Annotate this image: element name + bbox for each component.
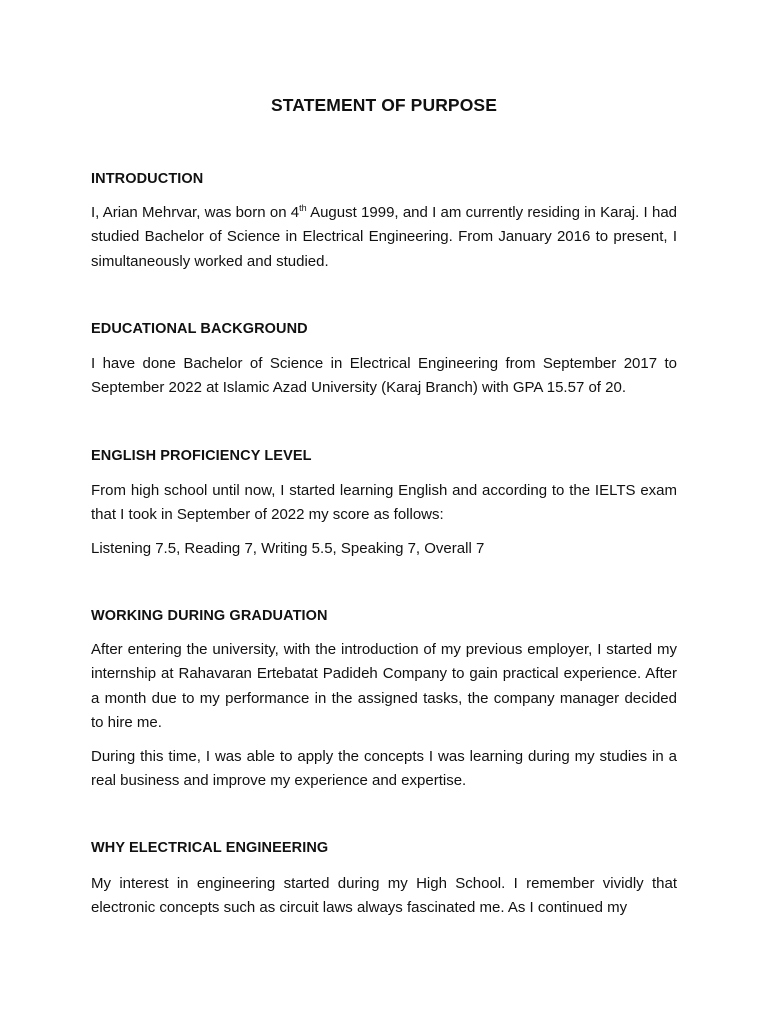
- section-heading-why-electrical-engineering: WHY ELECTRICAL ENGINEERING: [91, 840, 329, 856]
- introduction-text-before: I, Arian Mehrvar, was born on 4: [91, 204, 300, 221]
- working-paragraph-2: During this time, I was able to apply the concepts I was learning during my studies in a real business and improve my experience and expertise.: [91, 748, 677, 790]
- section-heading-introduction: INTRODUCTION: [91, 171, 204, 187]
- english-proficiency-paragraph: From high school until now, I started learning English and according to the IELTS exam that I took in September of 2022 my score as follows:: [91, 482, 677, 524]
- ielts-scores-line: Listening 7.5, Reading 7, Writing 5.5, Speaking 7, Overall 7: [91, 540, 485, 557]
- ordinal-suffix: th: [299, 203, 307, 213]
- introduction-paragraph: [91, 201, 677, 274]
- section-heading-educational-background: EDUCATIONAL BACKGROUND: [91, 321, 308, 337]
- section-heading-english-proficiency: ENGLISH PROFICIENCY LEVEL: [91, 448, 312, 464]
- working-paragraph-1: After entering the university, with the introduction of my previous employer, I started my internship at Rahavaran Ertebatat Padideh Company to gain practical experience. After a month due to my performance in the assigned tasks, the company manager decided to hire me.: [91, 641, 677, 731]
- why-electrical-paragraph: My interest in engineering started during my High School. I remember vividly that electronic concepts such as circuit laws always fascinated me. As I continued my: [91, 875, 677, 917]
- section-heading-working-during-graduation: WORKING DURING GRADUATION: [91, 608, 328, 624]
- document-title: STATEMENT OF PURPOSE: [271, 95, 497, 115]
- educational-background-paragraph: I have done Bachelor of Science in Electrical Engineering from September 2017 to September 2022 at Islamic Azad University (Karaj Branch) with GPA 15.57 of 20.: [91, 355, 677, 397]
- introduction-text-after: August 1999, and I am currently residing in Karaj. I had studied Bachelor of Science in Electrical Engineering. From January 2016 to present, I simultaneously worked and studied.: [91, 204, 677, 270]
